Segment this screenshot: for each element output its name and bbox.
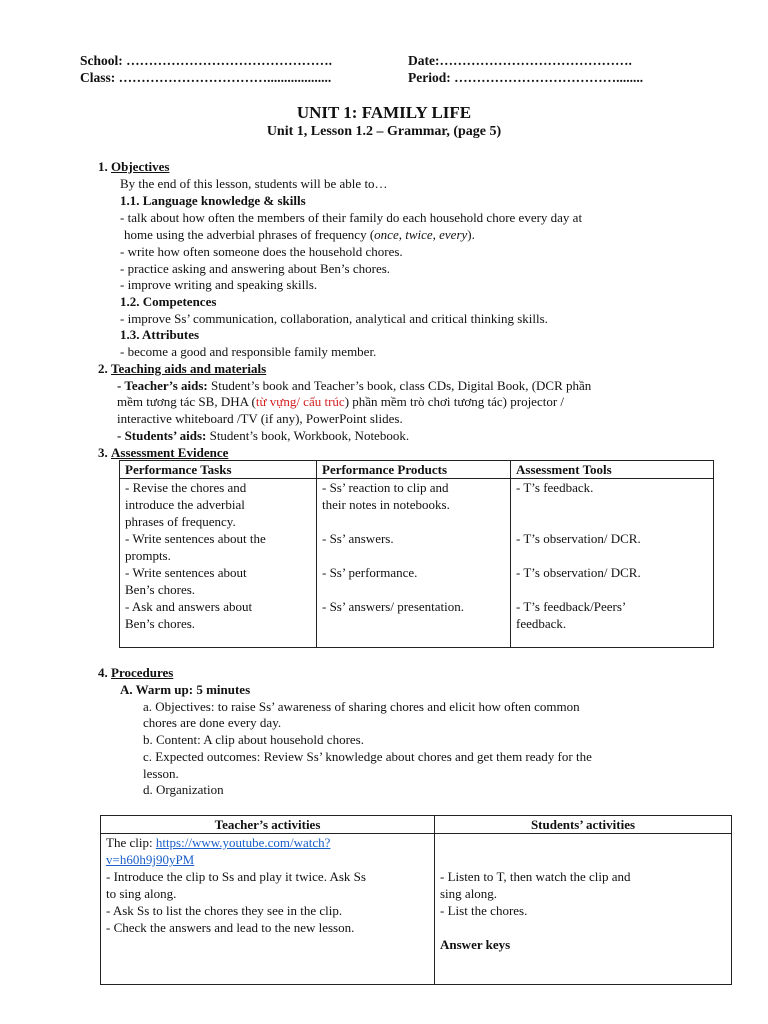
aids-number: 2. — [98, 361, 108, 376]
procedure-line: c. Expected outcomes: Review Ss’ knowledge about chores and get them ready for the — [143, 749, 592, 764]
clip-link-continued[interactable]: v=h60h9j90yPM — [106, 852, 195, 867]
lesson-subtitle: Unit 1, Lesson 1.2 – Grammar, (page 5) — [266, 124, 502, 139]
aids-heading: Teaching aids and materials — [111, 361, 267, 376]
attribute-item: - become a good and responsible family member. — [120, 344, 377, 359]
date-field: Date:……………………………………. — [408, 53, 632, 68]
procedure-line: lesson. — [143, 766, 179, 781]
procedure-line: a. Objectives: to raise Ss’ awareness of sharing chores and elicit how often common — [143, 699, 580, 714]
assessment-heading: Assessment Evidence — [111, 445, 229, 460]
competence-item: - improve Ss’ communication, collaboration, analytical and critical thinking skills. — [120, 311, 548, 326]
teacher-aids-line: interactive whiteboard /TV (if any), PowerPoint slides. — [117, 411, 403, 426]
teacher-activities-cell: The clip: https://www.youtube.com/watch? v=h60h9j90yPM - Introduce the clip to Ss and play it twice. Ask Ss to sing along. - Ask Ss to list the chores they see in the clip. - Check the answers and lead to the new lesson. — [101, 834, 435, 985]
column-header: Teacher’s activities — [101, 816, 435, 834]
warmup-heading: A. Warm up: 5 minutes — [120, 682, 251, 697]
procedure-line: chores are done every day. — [143, 715, 282, 730]
period-field: Period: ………………………………........ — [408, 70, 644, 85]
teacher-aids-line: mềm tương tác SB, DHA (từ vựng/ cấu trúc) phần mềm trò chơi tương tác) projector / — [117, 394, 565, 409]
objective-item: - practice asking and answering about Ben’s chores. — [120, 261, 391, 276]
procedures-number: 4. — [98, 665, 108, 680]
answer-keys-label: Answer keys — [440, 937, 511, 952]
objective-item: - write how often someone does the household chores. — [120, 244, 403, 259]
objective-item: - talk about how often the members of their family do each household chore every day at — [120, 210, 583, 225]
table-header-row — [101, 816, 732, 834]
objectives-number: 1. — [98, 159, 108, 174]
tools-cell: - T’s feedback. - T’s observation/ DCR. - T’s observation/ DCR. - T’s feedback/Peers’ feedback. — [511, 479, 714, 648]
tasks-cell: - Revise the chores and introduce the adverbial phrases of frequency. - Write sentences about the prompts. - Write sentences about Ben’s chores. - Ask and answers about Ben’s chores. — [120, 479, 317, 648]
assessment-number: 3. — [98, 445, 108, 460]
objective-item-continued: home using the adverbial phrases of frequency (once, twice, every). — [124, 227, 475, 242]
section-1-3-heading: 1.3. Attributes — [120, 327, 200, 342]
procedures-heading: Procedures — [111, 665, 174, 680]
objective-item: - improve writing and speaking skills. — [120, 277, 318, 292]
activities-table — [100, 815, 732, 985]
objectives-intro: By the end of this lesson, students will be able to… — [120, 176, 388, 191]
table-row — [101, 834, 732, 985]
products-cell: - Ss’ reaction to clip and their notes in notebooks. - Ss’ answers. - Ss’ performance. - Ss’ answers/ presentation. — [317, 479, 511, 648]
section-1-2-heading: 1.2. Competences — [120, 294, 217, 309]
column-header: Performance Products — [317, 461, 511, 479]
school-field: School: ………………………………………. — [80, 53, 333, 68]
objectives-heading: Objectives — [111, 159, 170, 174]
class-field: Class: ……………………………................... — [80, 70, 332, 85]
clip-link[interactable]: https://www.youtube.com/watch? — [155, 835, 331, 850]
column-header: Students’ activities — [435, 816, 732, 834]
unit-title: UNIT 1: FAMILY LIFE — [296, 103, 472, 122]
students-activities-cell: - Listen to T, then watch the clip and sing along. - List the chores. Answer keys — [435, 834, 732, 985]
column-header: Assessment Tools — [511, 461, 714, 479]
table-row — [120, 479, 714, 648]
procedure-line: d. Organization — [143, 782, 224, 797]
column-header: Performance Tasks — [120, 461, 317, 479]
table-header-row — [120, 461, 714, 479]
teacher-aids-line: - Teacher’s aids: Student’s book and Teacher’s book, class CDs, Digital Book, (DCR phần — [117, 378, 592, 393]
assessment-table — [119, 460, 714, 648]
section-1-1-heading: 1.1. Language knowledge & skills — [120, 193, 306, 208]
procedure-line: b. Content: A clip about household chores. — [143, 732, 364, 747]
students-aids-line: - Students’ aids: Student’s book, Workbook, Notebook. — [117, 428, 410, 443]
